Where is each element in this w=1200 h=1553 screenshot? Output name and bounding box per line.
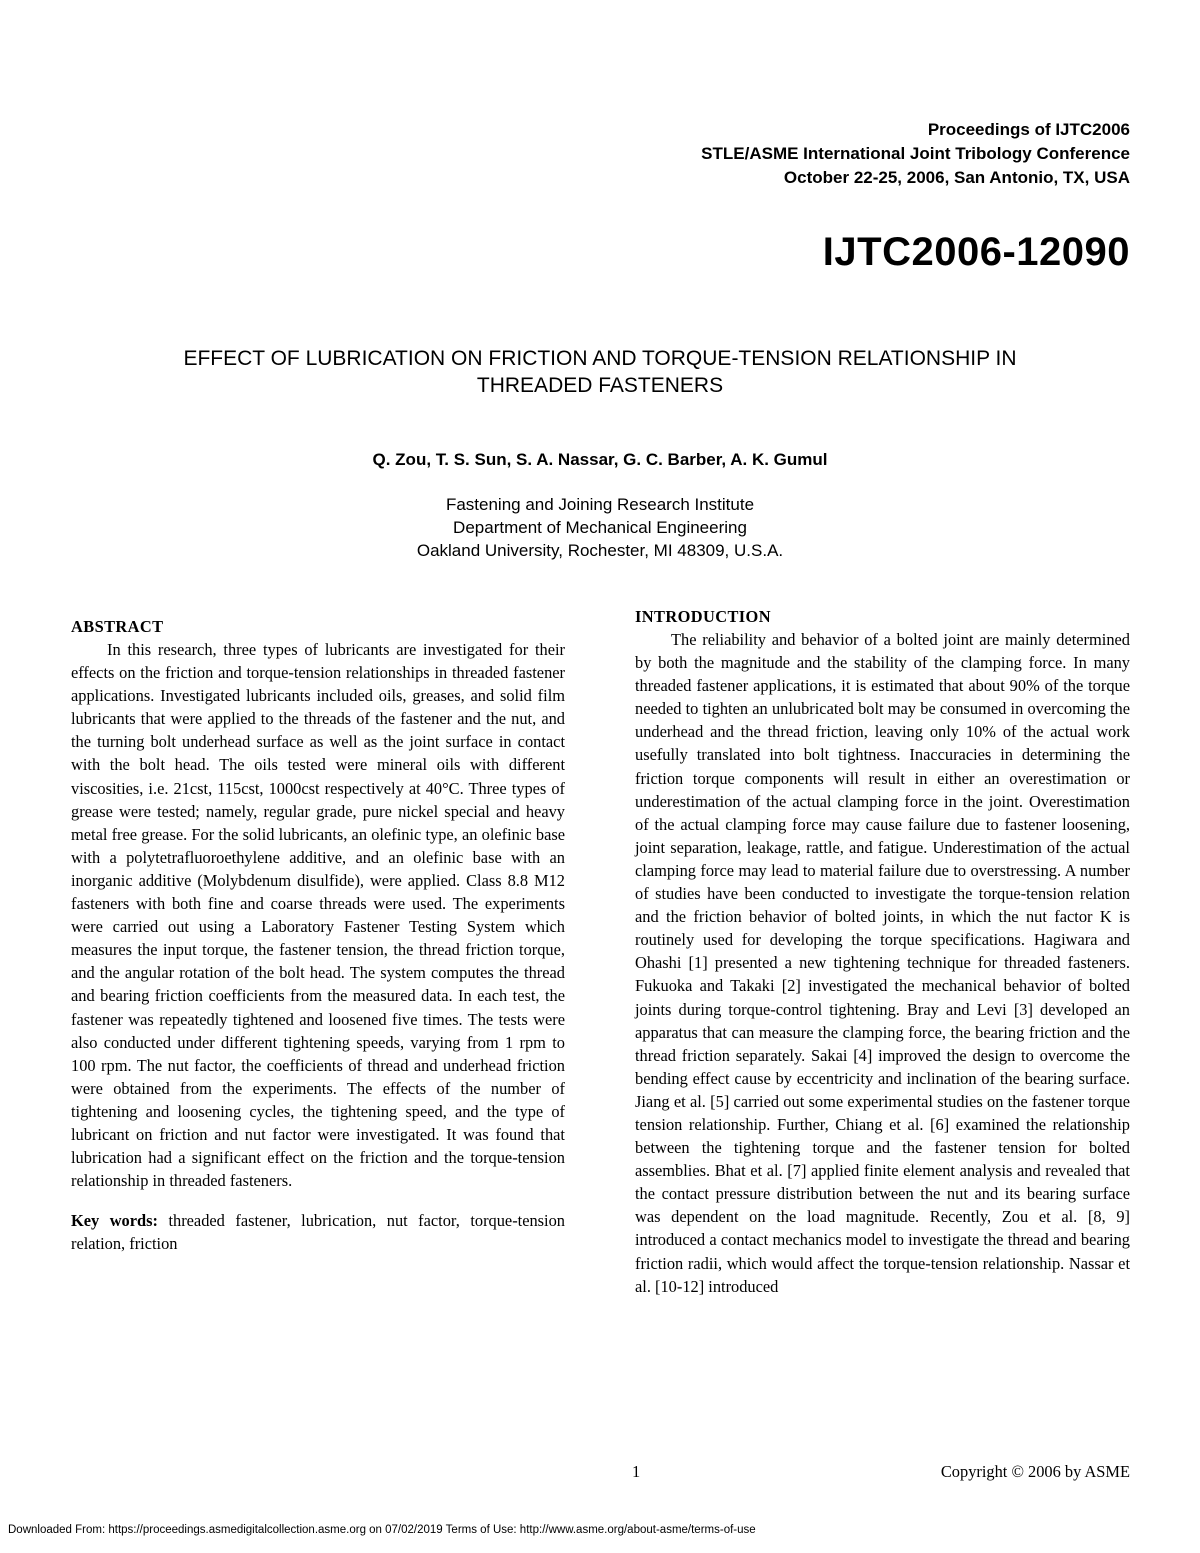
keywords-text: threaded fastener, lubrication, nut factor, torque-tension relation, friction — [71, 1211, 565, 1254]
affiliation-address: Oakland University, Rochester, MI 48309, U.S.A. — [416, 541, 784, 560]
conference-line: STLE/ASME International Joint Tribology Conference — [701, 144, 1130, 163]
conference-date-line: October 22-25, 2006, San Antonio, TX, USA — [783, 168, 1130, 187]
left-column — [71, 615, 565, 1255]
introduction-heading: INTRODUCTION — [635, 607, 771, 626]
title-line: EFFECT OF LUBRICATION ON FRICTION AND TORQUE-TENSION RELATIONSHIP IN — [183, 347, 1017, 370]
keywords — [71, 1209, 565, 1255]
download-notice: Downloaded From: https://proceedings.asmedigitalcollection.asme.org on 07/02/2019 Terms of Use: http://www.asme.org/about-asme/terms-of-use — [8, 1524, 756, 1536]
affiliation-institute: Fastening and Joining Research Institute — [445, 495, 755, 514]
proceedings-header — [701, 118, 1130, 190]
abstract-heading: ABSTRACT — [71, 617, 164, 636]
keywords-label: Key words: — [71, 1211, 158, 1231]
affiliation-department: Department of Mechanical Engineering — [453, 518, 747, 537]
paper-title — [100, 345, 1100, 399]
copyright-notice: Copyright © 2006 by ASME — [940, 1462, 1130, 1481]
affiliation — [100, 493, 1100, 562]
proceedings-line: Proceedings of IJTC2006 — [927, 120, 1130, 139]
title-line: THREADED FASTENERS — [476, 374, 724, 397]
right-column — [635, 605, 1130, 1298]
page-number: 1 — [632, 1462, 641, 1481]
abstract-text: In this research, three types of lubricants are investigated for their effects on the friction and torque-tension relationships in threaded fastener applications. Investigated lubricants included oils, greases, and solid film lubricants that were applied to the threads of the fastener and the nut, and the turning bolt underhead surface as well as the joint surface in contact with the bolt head. The oils tested were mineral oils with different viscosities, i.e. 21cst, 115cst, 1000cst respectively at 40°C. Three types of grease were tested; namely, regular grade, pure nickel special and heavy metal free grease. For the solid lubricants, an olefinic type, an olefinic base with a polytetrafluoroethylene additive, and an olefinic base with an inorganic additive (Molybdenum disulfide), were applied. Class 8.8 M12 fasteners with both fine and coarse threads were used. The experiments were carried out using a Laboratory Fastener Testing System which measures the input torque, the fastener tension, the thread friction torque, and the angular rotation of the bolt head. The system computes the thread and bearing friction coefficients from the measured data. In each test, the fastener was repeatedly tightened and loosened five times. The tests were also conducted under different tightening speeds, varying from 1 rpm to 100 rpm. The nut factor, the coefficients of thread and underhead friction were obtained from the experiments. The effects of the number of tightening and loosening cycles, the tightening speed, and the type of lubricant on friction and nut factor were investigated. It was found that lubrication had a significant effect on the friction and the torque-tension relationship in threaded fasteners. — [71, 640, 565, 1191]
author-list: Q. Zou, T. S. Sun, S. A. Nassar, G. C. Barber, A. K. Gumul — [372, 450, 828, 469]
paper-id: IJTC2006-12090 — [822, 230, 1130, 274]
introduction-text: The reliability and behavior of a bolted joint are mainly determined by both the magnitude and the stability of the clamping force. In many threaded fastener applications, it is estimated that about 90% of the torque needed to tighten an unlubricated bolt may be consumed in overcoming the underhead and the thread friction, leaving only 10% of the actual work usefully translated into bolt tightness. Inaccuracies in determining the friction torque components will result in either an overestimation or underestimation of the actual clamping force in the joint. Overestimation of the actual clamping force may cause failure due to fastener loosening, joint separation, leakage, rattle, and fatigue. Underestimation of the actual clamping force may lead to material failure due to overstressing. A number of studies have been conducted to investigate the torque-tension relation and the friction behavior of bolted joints, in which the nut factor K is routinely used for developing the torque specifications. Hagiwara and Ohashi [1] presented a new tightening technique for threaded fasteners. Fukuoka and Takaki [2] investigated the mechanical behavior of bolted joints during torque-control tightening. Bray and Levi [3] developed an apparatus that can measure the clamping force, the bearing friction and the thread friction separately. Sakai [4] improved the design to overcome the bending effect cause by eccentricity and inclination of the bearing surface. Jiang et al. [5] carried out some experimental studies on the fastener torque tension relationship. Further, Chiang et al. [6] examined the relationship between the tightening torque and the fastener tension for bolted assemblies. Bhat et al. [7] applied finite element analysis and revealed that the contact pressure distribution between the nut and its bearing surface was dependent on the load magnitude. Recently, Zou et al. [8, 9] introduced a contact mechanics model to investigate the thread and bearing friction radii, which would affect the torque-tension relationship. Nassar et al. [10-12] introduced — [635, 630, 1130, 1296]
